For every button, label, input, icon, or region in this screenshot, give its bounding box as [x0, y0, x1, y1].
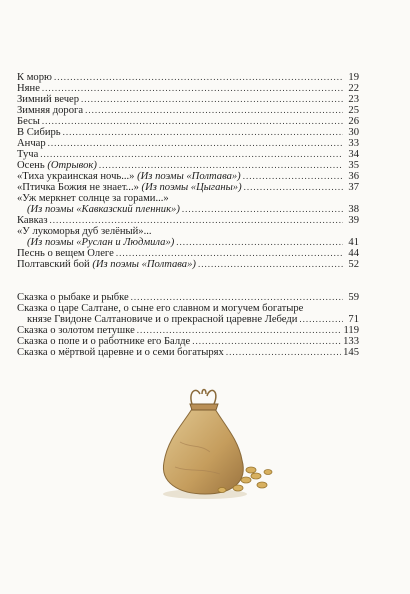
poems-section	[17, 72, 359, 270]
toc-entry-title	[17, 94, 79, 105]
toc-entry	[17, 72, 359, 83]
dot-leader	[192, 336, 341, 347]
section-gap	[17, 270, 359, 281]
toc-entry	[17, 248, 359, 259]
page-number: 39	[348, 215, 359, 226]
dot-leader	[85, 105, 343, 116]
toc-entry	[17, 116, 359, 127]
entry-title-text: «Уж меркнет солнце за горами...»	[17, 193, 169, 204]
entry-title-text: «Птичка Божия не знает...»	[17, 182, 139, 193]
entry-title-text: Песнь о вещем Олеге	[17, 248, 114, 259]
toc-entry	[17, 292, 359, 303]
tales-section	[17, 292, 359, 358]
page-number: 37	[348, 182, 359, 193]
page-number: 26	[348, 116, 359, 127]
toc-entry-title	[17, 193, 169, 204]
page-number: 133	[343, 336, 359, 347]
page-number: 52	[348, 259, 359, 270]
toc-entry-title	[17, 314, 297, 325]
entry-title-text: Сказка о попе и о работнике его Балде	[17, 336, 191, 347]
toc-entry	[17, 215, 359, 226]
toc-entry-title	[17, 215, 48, 226]
toc-entry-title	[17, 83, 40, 94]
toc-entry-title	[17, 325, 135, 336]
toc-entry	[17, 127, 359, 138]
toc-entry-title	[17, 171, 241, 182]
entry-title-text: Бесы	[17, 116, 40, 127]
toc-entry	[17, 303, 359, 314]
entry-title-text: Сказка о царе Салтане, о сыне его славном и могучем богатыре	[17, 303, 304, 314]
dot-leader	[116, 248, 343, 259]
page-number: 145	[343, 347, 359, 358]
entry-title-text: Сказка о рыбаке и рыбке	[17, 292, 129, 303]
toc-entry-title	[17, 248, 114, 259]
dot-leader	[226, 347, 341, 358]
toc-entry-title	[17, 127, 61, 138]
toc-entry	[17, 160, 359, 171]
page-number: 23	[348, 94, 359, 105]
entry-title-text: Сказка о мёртвой царевне и о семи богатырях	[17, 347, 224, 358]
dot-leader	[137, 325, 342, 336]
page-number: 119	[343, 325, 359, 336]
toc-entry	[17, 314, 359, 325]
entry-title-text: В Сибирь	[17, 127, 61, 138]
entry-title-text: К морю	[17, 72, 52, 83]
entry-title-text: Няне	[17, 83, 40, 94]
dot-leader	[63, 127, 343, 138]
page-number: 33	[348, 138, 359, 149]
entry-source-note: (Из поэмы «Кавказский пленник»)	[27, 204, 180, 215]
toc-entry	[17, 259, 359, 270]
entry-title-text: Туча	[17, 149, 39, 160]
toc-entry	[17, 182, 359, 193]
toc-entry-title	[17, 138, 46, 149]
table-of-contents	[17, 72, 359, 358]
entry-source-note: (Отрывок)	[47, 160, 97, 171]
toc-entry-title	[17, 336, 190, 347]
dot-leader	[42, 83, 343, 94]
entry-source-note: (Из поэмы «Полтава»)	[137, 171, 241, 182]
dot-leader	[244, 182, 343, 193]
toc-entry	[17, 336, 359, 347]
entry-title-text: Зимний вечер	[17, 94, 80, 105]
entry-title-text: Полтавский бой	[17, 259, 90, 270]
dot-leader	[176, 237, 343, 248]
page-number: 25	[348, 105, 359, 116]
entry-title-text: Осень	[17, 160, 45, 171]
dot-leader	[299, 314, 343, 325]
dot-leader	[198, 259, 343, 270]
toc-entry-title	[17, 237, 174, 248]
entry-source-note: (Из поэмы «Полтава»)	[92, 259, 196, 270]
page-number: 41	[348, 237, 359, 248]
toc-entry-title	[17, 292, 129, 303]
toc-entry-title	[17, 226, 152, 237]
dot-leader	[40, 149, 343, 160]
entry-title-text: Зимняя дорога	[17, 105, 84, 116]
toc-entry	[17, 83, 359, 94]
toc-entry	[17, 149, 359, 160]
dot-leader	[182, 204, 343, 215]
toc-entry-title	[17, 303, 303, 314]
dot-leader	[131, 292, 343, 303]
toc-entry	[17, 193, 359, 204]
toc-entry	[17, 204, 359, 215]
page-number: 44	[348, 248, 359, 259]
entry-source-note: (Из поэмы «Цыганы»)	[141, 182, 242, 193]
dot-leader	[81, 94, 343, 105]
entry-title-text: Кавказ	[17, 215, 48, 226]
entry-title-text: «У лукоморья дуб зелёный»...	[17, 226, 152, 237]
dot-leader	[99, 160, 343, 171]
entry-title-text: Сказка о золотом петушке	[17, 325, 135, 336]
page-number: 30	[348, 127, 359, 138]
toc-entry-title	[17, 72, 52, 83]
coin-bag-icon	[150, 382, 275, 502]
page-number: 34	[348, 149, 359, 160]
toc-entry-title	[17, 116, 40, 127]
toc-entry	[17, 94, 359, 105]
page-number: 38	[348, 204, 359, 215]
toc-entry-title	[17, 160, 97, 171]
page-number: 35	[348, 160, 359, 171]
page-number: 71	[348, 314, 359, 325]
toc-entry-title	[17, 347, 224, 358]
dot-leader	[42, 116, 343, 127]
entry-title-text: «Тиха украинская ночь...»	[17, 171, 135, 182]
toc-entry-title	[17, 259, 196, 270]
dot-leader	[243, 171, 343, 182]
toc-entry-title	[17, 149, 38, 160]
toc-entry-title	[17, 182, 242, 193]
page-number: 22	[348, 83, 359, 94]
toc-entry	[17, 105, 359, 116]
entry-source-note: (Из поэмы «Руслан и Людмила»)	[27, 237, 175, 248]
toc-entry	[17, 347, 359, 358]
entry-title-text: Анчар	[17, 138, 46, 149]
dot-leader	[50, 215, 343, 226]
toc-entry-title	[17, 105, 83, 116]
toc-entry	[17, 226, 359, 237]
toc-entry	[17, 325, 359, 336]
dot-leader	[54, 72, 343, 83]
toc-entry	[17, 171, 359, 182]
dot-leader	[48, 138, 343, 149]
toc-entry	[17, 138, 359, 149]
entry-title-text: князе Гвидоне Салтановиче и о прекрасной царевне Лебеди	[27, 314, 298, 325]
page-number: 36	[348, 171, 359, 182]
toc-entry	[17, 237, 359, 248]
section-gap	[17, 281, 359, 292]
toc-entry-title	[17, 204, 180, 215]
page-number: 19	[348, 72, 359, 83]
page-number: 59	[348, 292, 359, 303]
